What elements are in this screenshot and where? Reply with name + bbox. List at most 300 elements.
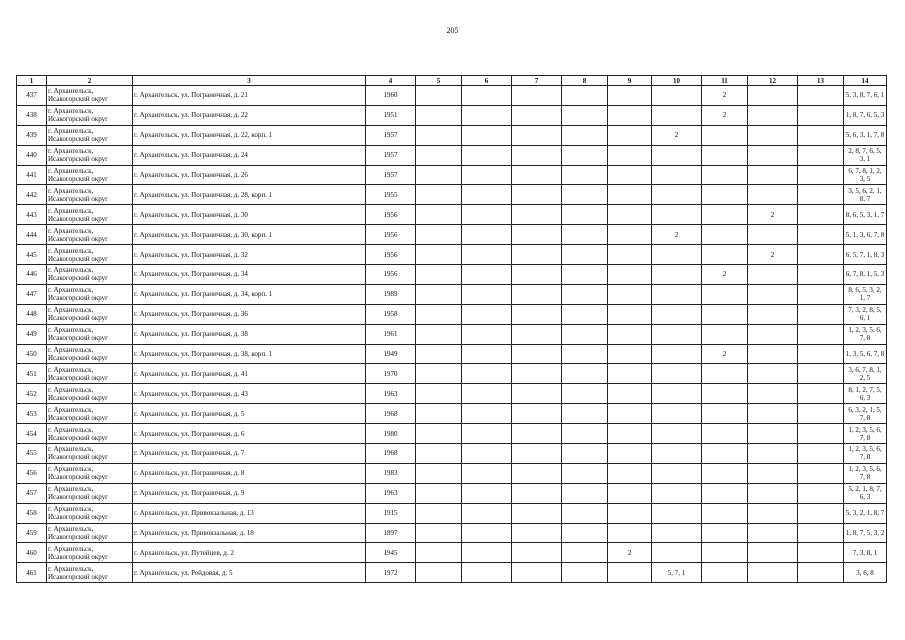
col10-cell bbox=[652, 105, 702, 125]
codes-cell: 5, 3, 8, 7, 6, 1 bbox=[844, 86, 887, 106]
col8-cell bbox=[562, 105, 608, 125]
table-row bbox=[17, 364, 887, 384]
col5-cell bbox=[416, 384, 462, 404]
col12-cell bbox=[748, 125, 798, 145]
address-cell: г. Архангельск, ул. Пограничная, д. 38, корп. 1 bbox=[133, 344, 366, 364]
column-header: 2 bbox=[47, 76, 133, 86]
col11-cell: 2 bbox=[702, 344, 748, 364]
col12-cell bbox=[748, 563, 798, 583]
table-row bbox=[17, 563, 887, 583]
year-cell: 1957 bbox=[366, 125, 416, 145]
col7-cell bbox=[512, 205, 562, 225]
col8-cell bbox=[562, 424, 608, 444]
col7-cell bbox=[512, 125, 562, 145]
col10-cell bbox=[652, 245, 702, 265]
row-number-cell: 441 bbox=[17, 165, 47, 185]
address-cell: г. Архангельск, ул. Привокзальная, д. 13 bbox=[133, 503, 366, 523]
table-row bbox=[17, 105, 887, 125]
col11-cell: 2 bbox=[702, 86, 748, 106]
row-number-cell: 443 bbox=[17, 205, 47, 225]
header-row bbox=[17, 76, 887, 86]
col9-cell bbox=[608, 424, 652, 444]
col5-cell bbox=[416, 364, 462, 384]
row-number-cell: 438 bbox=[17, 105, 47, 125]
col7-cell bbox=[512, 245, 562, 265]
district-cell: г. Архангельск, Исакогорский округ bbox=[47, 304, 133, 324]
col9-cell bbox=[608, 444, 652, 464]
col6-cell bbox=[462, 185, 512, 205]
col9-cell bbox=[608, 304, 652, 324]
column-header: 4 bbox=[366, 76, 416, 86]
year-cell: 1968 bbox=[366, 444, 416, 464]
codes-cell: 8, 1, 2, 7, 5, 6, 3 bbox=[844, 384, 887, 404]
col5-cell bbox=[416, 344, 462, 364]
year-cell: 1956 bbox=[366, 245, 416, 265]
year-cell: 1956 bbox=[366, 265, 416, 285]
col12-cell bbox=[748, 145, 798, 165]
codes-cell: 2, 8, 7, 6, 5, 3, 1 bbox=[844, 145, 887, 165]
col9-cell bbox=[608, 364, 652, 384]
col9-cell bbox=[608, 145, 652, 165]
table-body bbox=[17, 86, 887, 583]
col6-cell bbox=[462, 324, 512, 344]
codes-cell: 5, 3, 2, 1, 8, 7 bbox=[844, 503, 887, 523]
col7-cell bbox=[512, 304, 562, 324]
col13-cell bbox=[798, 503, 844, 523]
col11-cell bbox=[702, 245, 748, 265]
col10-cell bbox=[652, 404, 702, 424]
district-cell: г. Архангельск, Исакогорский округ bbox=[47, 165, 133, 185]
col10-cell bbox=[652, 185, 702, 205]
col7-cell bbox=[512, 384, 562, 404]
col12-cell bbox=[748, 543, 798, 563]
col9-cell bbox=[608, 324, 652, 344]
row-number-cell: 446 bbox=[17, 265, 47, 285]
district-cell: г. Архангельск, Исакогорский округ bbox=[47, 483, 133, 503]
col10-cell: 2 bbox=[652, 225, 702, 245]
codes-cell: 5, 2, 1, 8, 7, 6, 3 bbox=[844, 483, 887, 503]
codes-cell: 1, 3, 5, 6, 7, 8 bbox=[844, 344, 887, 364]
col13-cell bbox=[798, 483, 844, 503]
row-number-cell: 453 bbox=[17, 404, 47, 424]
col9-cell bbox=[608, 225, 652, 245]
col5-cell bbox=[416, 304, 462, 324]
codes-cell: 1, 2, 3, 5, 6, 7, 8 bbox=[844, 463, 887, 483]
district-cell: г. Архангельск, Исакогорский округ bbox=[47, 86, 133, 106]
col7-cell bbox=[512, 543, 562, 563]
district-cell: г. Архангельск, Исакогорский округ bbox=[47, 523, 133, 543]
col8-cell bbox=[562, 225, 608, 245]
col13-cell bbox=[798, 563, 844, 583]
col9-cell bbox=[608, 205, 652, 225]
col9-cell bbox=[608, 265, 652, 285]
col9-cell bbox=[608, 105, 652, 125]
col8-cell bbox=[562, 384, 608, 404]
year-cell: 1945 bbox=[366, 543, 416, 563]
year-cell: 1958 bbox=[366, 304, 416, 324]
district-cell: г. Архангельск, Исакогорский округ bbox=[47, 364, 133, 384]
col6-cell bbox=[462, 384, 512, 404]
address-cell: г. Архангельск, ул. Привокзальная, д. 18 bbox=[133, 523, 366, 543]
district-cell: г. Архангельск, Исакогорский округ bbox=[47, 404, 133, 424]
col7-cell bbox=[512, 463, 562, 483]
col8-cell bbox=[562, 444, 608, 464]
col6-cell bbox=[462, 245, 512, 265]
col10-cell bbox=[652, 364, 702, 384]
col6-cell bbox=[462, 344, 512, 364]
col12-cell bbox=[748, 225, 798, 245]
col8-cell bbox=[562, 304, 608, 324]
col8-cell bbox=[562, 364, 608, 384]
col11-cell bbox=[702, 364, 748, 384]
col7-cell bbox=[512, 225, 562, 245]
address-cell: г. Архангельск, ул. Пограничная, д. 22 bbox=[133, 105, 366, 125]
row-number-cell: 459 bbox=[17, 523, 47, 543]
col9-cell bbox=[608, 523, 652, 543]
row-number-cell: 447 bbox=[17, 284, 47, 304]
district-cell: г. Архангельск, Исакогорский округ bbox=[47, 145, 133, 165]
address-cell: г. Архангельск, ул. Пограничная, д. 9 bbox=[133, 483, 366, 503]
col8-cell bbox=[562, 185, 608, 205]
col12-cell bbox=[748, 364, 798, 384]
table-row bbox=[17, 404, 887, 424]
col8-cell bbox=[562, 284, 608, 304]
col6-cell bbox=[462, 165, 512, 185]
col7-cell bbox=[512, 324, 562, 344]
col13-cell bbox=[798, 404, 844, 424]
col5-cell bbox=[416, 225, 462, 245]
year-cell: 1983 bbox=[366, 463, 416, 483]
row-number-cell: 448 bbox=[17, 304, 47, 324]
district-cell: г. Архангельск, Исакогорский округ bbox=[47, 344, 133, 364]
table-row bbox=[17, 86, 887, 106]
table-row bbox=[17, 205, 887, 225]
col6-cell bbox=[462, 105, 512, 125]
year-cell: 1951 bbox=[366, 105, 416, 125]
address-cell: г. Архангельск, ул. Пограничная, д. 32 bbox=[133, 245, 366, 265]
col12-cell bbox=[748, 284, 798, 304]
col12-cell bbox=[748, 463, 798, 483]
col9-cell bbox=[608, 503, 652, 523]
col12-cell bbox=[748, 265, 798, 285]
col12-cell bbox=[748, 503, 798, 523]
year-cell: 1960 bbox=[366, 86, 416, 106]
year-cell: 1970 bbox=[366, 364, 416, 384]
column-header: 11 bbox=[702, 76, 748, 86]
address-cell: г. Архангельск, ул. Пограничная, д. 5 bbox=[133, 404, 366, 424]
col9-cell bbox=[608, 463, 652, 483]
col13-cell bbox=[798, 304, 844, 324]
col10-cell bbox=[652, 503, 702, 523]
year-cell: 1980 bbox=[366, 424, 416, 444]
address-cell: г. Архангельск, ул. Пограничная, д. 21 bbox=[133, 86, 366, 106]
address-cell: г. Архангельск, ул. Пограничная, д. 24 bbox=[133, 145, 366, 165]
codes-cell: 6, 7, 8, 1, 5, 3 bbox=[844, 265, 887, 285]
col6-cell bbox=[462, 523, 512, 543]
col5-cell bbox=[416, 404, 462, 424]
col13-cell bbox=[798, 105, 844, 125]
col8-cell bbox=[562, 503, 608, 523]
year-cell: 1968 bbox=[366, 404, 416, 424]
codes-cell: 6, 7, 8, 1, 2, 3, 5 bbox=[844, 165, 887, 185]
col7-cell bbox=[512, 563, 562, 583]
col8-cell bbox=[562, 245, 608, 265]
col13-cell bbox=[798, 543, 844, 563]
col5-cell bbox=[416, 324, 462, 344]
col11-cell bbox=[702, 404, 748, 424]
col11-cell bbox=[702, 483, 748, 503]
col10-cell bbox=[652, 304, 702, 324]
col9-cell bbox=[608, 165, 652, 185]
col12-cell bbox=[748, 105, 798, 125]
col5-cell bbox=[416, 463, 462, 483]
col13-cell bbox=[798, 344, 844, 364]
codes-cell: 7, 3, 8, 1 bbox=[844, 543, 887, 563]
address-cell: г. Архангельск, ул. Пограничная, д. 36 bbox=[133, 304, 366, 324]
district-cell: г. Архангельск, Исакогорский округ bbox=[47, 245, 133, 265]
col9-cell bbox=[608, 483, 652, 503]
col13-cell bbox=[798, 125, 844, 145]
address-cell: г. Архангельск, ул. Пограничная, д. 30, корп. 1 bbox=[133, 225, 366, 245]
col7-cell bbox=[512, 344, 562, 364]
table-row bbox=[17, 344, 887, 364]
address-cell: г. Архангельск, ул. Пограничная, д. 7 bbox=[133, 444, 366, 464]
col11-cell bbox=[702, 543, 748, 563]
table-row bbox=[17, 523, 887, 543]
col5-cell bbox=[416, 245, 462, 265]
col8-cell bbox=[562, 86, 608, 106]
col10-cell bbox=[652, 165, 702, 185]
col12-cell bbox=[748, 523, 798, 543]
codes-cell: 6, 5, 7, 1, 8, 3 bbox=[844, 245, 887, 265]
address-cell: г. Архангельск, ул. Пограничная, д. 34, корп. 1 bbox=[133, 284, 366, 304]
col7-cell bbox=[512, 105, 562, 125]
col8-cell bbox=[562, 404, 608, 424]
col11-cell bbox=[702, 304, 748, 324]
row-number-cell: 461 bbox=[17, 563, 47, 583]
col6-cell bbox=[462, 304, 512, 324]
codes-cell: 8, 6, 5, 3, 1, 7 bbox=[844, 205, 887, 225]
col5-cell bbox=[416, 523, 462, 543]
col11-cell bbox=[702, 225, 748, 245]
table-row bbox=[17, 444, 887, 464]
table-row bbox=[17, 185, 887, 205]
col7-cell bbox=[512, 165, 562, 185]
column-header: 6 bbox=[462, 76, 512, 86]
col6-cell bbox=[462, 364, 512, 384]
col6-cell bbox=[462, 86, 512, 106]
col8-cell bbox=[562, 563, 608, 583]
col8-cell bbox=[562, 523, 608, 543]
row-number-cell: 439 bbox=[17, 125, 47, 145]
col7-cell bbox=[512, 364, 562, 384]
col13-cell bbox=[798, 225, 844, 245]
col13-cell bbox=[798, 245, 844, 265]
col6-cell bbox=[462, 444, 512, 464]
col10-cell bbox=[652, 324, 702, 344]
column-header: 14 bbox=[844, 76, 887, 86]
table-row bbox=[17, 463, 887, 483]
col9-cell bbox=[608, 404, 652, 424]
address-cell: г. Архангельск, ул. Пограничная, д. 8 bbox=[133, 463, 366, 483]
year-cell: 1957 bbox=[366, 165, 416, 185]
col11-cell bbox=[702, 284, 748, 304]
col6-cell bbox=[462, 503, 512, 523]
address-cell: г. Архангельск, ул. Пограничная, д. 6 bbox=[133, 424, 366, 444]
col10-cell bbox=[652, 543, 702, 563]
table-row bbox=[17, 165, 887, 185]
table-row bbox=[17, 384, 887, 404]
col13-cell bbox=[798, 424, 844, 444]
col6-cell bbox=[462, 205, 512, 225]
codes-cell: 1, 2, 3, 5, 6, 7, 8 bbox=[844, 324, 887, 344]
col5-cell bbox=[416, 543, 462, 563]
col11-cell bbox=[702, 444, 748, 464]
column-header: 7 bbox=[512, 76, 562, 86]
col9-cell bbox=[608, 185, 652, 205]
col11-cell bbox=[702, 205, 748, 225]
col10-cell: 2 bbox=[652, 125, 702, 145]
col12-cell: 2 bbox=[748, 205, 798, 225]
col12-cell bbox=[748, 384, 798, 404]
column-header: 1 bbox=[17, 76, 47, 86]
col11-cell bbox=[702, 185, 748, 205]
col6-cell bbox=[462, 563, 512, 583]
col10-cell bbox=[652, 523, 702, 543]
codes-cell: 6, 3, 2, 1, 5, 7, 8 bbox=[844, 404, 887, 424]
table-row bbox=[17, 483, 887, 503]
col5-cell bbox=[416, 105, 462, 125]
row-number-cell: 456 bbox=[17, 463, 47, 483]
col5-cell bbox=[416, 503, 462, 523]
district-cell: г. Архангельск, Исакогорский округ bbox=[47, 105, 133, 125]
col6-cell bbox=[462, 543, 512, 563]
address-cell: г. Архангельск, ул. Пограничная, д. 41 bbox=[133, 364, 366, 384]
col6-cell bbox=[462, 463, 512, 483]
codes-cell: 3, 6, 7, 8, 1, 2, 5 bbox=[844, 364, 887, 384]
col11-cell bbox=[702, 503, 748, 523]
district-cell: г. Архангельск, Исакогорский округ bbox=[47, 384, 133, 404]
row-number-cell: 452 bbox=[17, 384, 47, 404]
year-cell: 1961 bbox=[366, 324, 416, 344]
col5-cell bbox=[416, 205, 462, 225]
year-cell: 1897 bbox=[366, 523, 416, 543]
address-cell: г. Архангельск, ул. Путейцев, д. 2 bbox=[133, 543, 366, 563]
col13-cell bbox=[798, 364, 844, 384]
district-cell: г. Архангельск, Исакогорский округ bbox=[47, 125, 133, 145]
col11-cell bbox=[702, 145, 748, 165]
table-row bbox=[17, 503, 887, 523]
col11-cell bbox=[702, 523, 748, 543]
col7-cell bbox=[512, 483, 562, 503]
col9-cell bbox=[608, 384, 652, 404]
address-cell: г. Архангельск, ул. Пограничная, д. 34 bbox=[133, 265, 366, 285]
col13-cell bbox=[798, 205, 844, 225]
col8-cell bbox=[562, 125, 608, 145]
year-cell: 1955 bbox=[366, 185, 416, 205]
table-row bbox=[17, 145, 887, 165]
col9-cell bbox=[608, 284, 652, 304]
col7-cell bbox=[512, 404, 562, 424]
col11-cell bbox=[702, 165, 748, 185]
col13-cell bbox=[798, 265, 844, 285]
year-cell: 1963 bbox=[366, 483, 416, 503]
address-cell: г. Архангельск, ул. Пограничная, д. 22, корп. 1 bbox=[133, 125, 366, 145]
col8-cell bbox=[562, 344, 608, 364]
column-header: 10 bbox=[652, 76, 702, 86]
district-cell: г. Архангельск, Исакогорский округ bbox=[47, 225, 133, 245]
row-number-cell: 451 bbox=[17, 364, 47, 384]
year-cell: 1957 bbox=[366, 145, 416, 165]
codes-cell: 1, 2, 3, 5, 6, 7, 8 bbox=[844, 444, 887, 464]
table-row bbox=[17, 543, 887, 563]
row-number-cell: 437 bbox=[17, 86, 47, 106]
year-cell: 1915 bbox=[366, 503, 416, 523]
col8-cell bbox=[562, 265, 608, 285]
district-cell: г. Архангельск, Исакогорский округ bbox=[47, 424, 133, 444]
col12-cell bbox=[748, 344, 798, 364]
col13-cell bbox=[798, 145, 844, 165]
col6-cell bbox=[462, 265, 512, 285]
address-cell: г. Архангельск, ул. Пограничная, д. 28, корп. 1 bbox=[133, 185, 366, 205]
address-cell: г. Архангельск, ул. Рейдовая, д. 5 bbox=[133, 563, 366, 583]
col7-cell bbox=[512, 444, 562, 464]
col9-cell bbox=[608, 344, 652, 364]
col10-cell bbox=[652, 483, 702, 503]
table-row bbox=[17, 265, 887, 285]
col13-cell bbox=[798, 284, 844, 304]
col12-cell bbox=[748, 483, 798, 503]
col7-cell bbox=[512, 185, 562, 205]
col11-cell bbox=[702, 384, 748, 404]
col7-cell bbox=[512, 284, 562, 304]
col5-cell bbox=[416, 185, 462, 205]
col10-cell: 5, 7, 1 bbox=[652, 563, 702, 583]
year-cell: 1956 bbox=[366, 225, 416, 245]
col5-cell bbox=[416, 265, 462, 285]
codes-cell: 1, 8, 7, 5, 3, 2 bbox=[844, 523, 887, 543]
col5-cell bbox=[416, 284, 462, 304]
column-header: 12 bbox=[748, 76, 798, 86]
col6-cell bbox=[462, 145, 512, 165]
col10-cell bbox=[652, 344, 702, 364]
col5-cell bbox=[416, 145, 462, 165]
col13-cell bbox=[798, 523, 844, 543]
col11-cell: 2 bbox=[702, 105, 748, 125]
col12-cell bbox=[748, 165, 798, 185]
col8-cell bbox=[562, 145, 608, 165]
row-number-cell: 455 bbox=[17, 444, 47, 464]
column-header: 8 bbox=[562, 76, 608, 86]
row-number-cell: 458 bbox=[17, 503, 47, 523]
district-cell: г. Архангельск, Исакогорский округ bbox=[47, 205, 133, 225]
codes-cell: 5, 6, 3, 1, 7, 8 bbox=[844, 125, 887, 145]
column-header: 9 bbox=[608, 76, 652, 86]
codes-cell: 8, 6, 5, 3, 2, 1, 7 bbox=[844, 284, 887, 304]
address-cell: г. Архангельск, ул. Пограничная, д. 30 bbox=[133, 205, 366, 225]
col13-cell bbox=[798, 324, 844, 344]
col8-cell bbox=[562, 324, 608, 344]
col5-cell bbox=[416, 424, 462, 444]
col9-cell bbox=[608, 245, 652, 265]
table-row bbox=[17, 125, 887, 145]
col5-cell bbox=[416, 444, 462, 464]
col10-cell bbox=[652, 384, 702, 404]
district-cell: г. Архангельск, Исакогорский округ bbox=[47, 543, 133, 563]
col12-cell bbox=[748, 444, 798, 464]
year-cell: 1963 bbox=[366, 384, 416, 404]
table-row bbox=[17, 304, 887, 324]
